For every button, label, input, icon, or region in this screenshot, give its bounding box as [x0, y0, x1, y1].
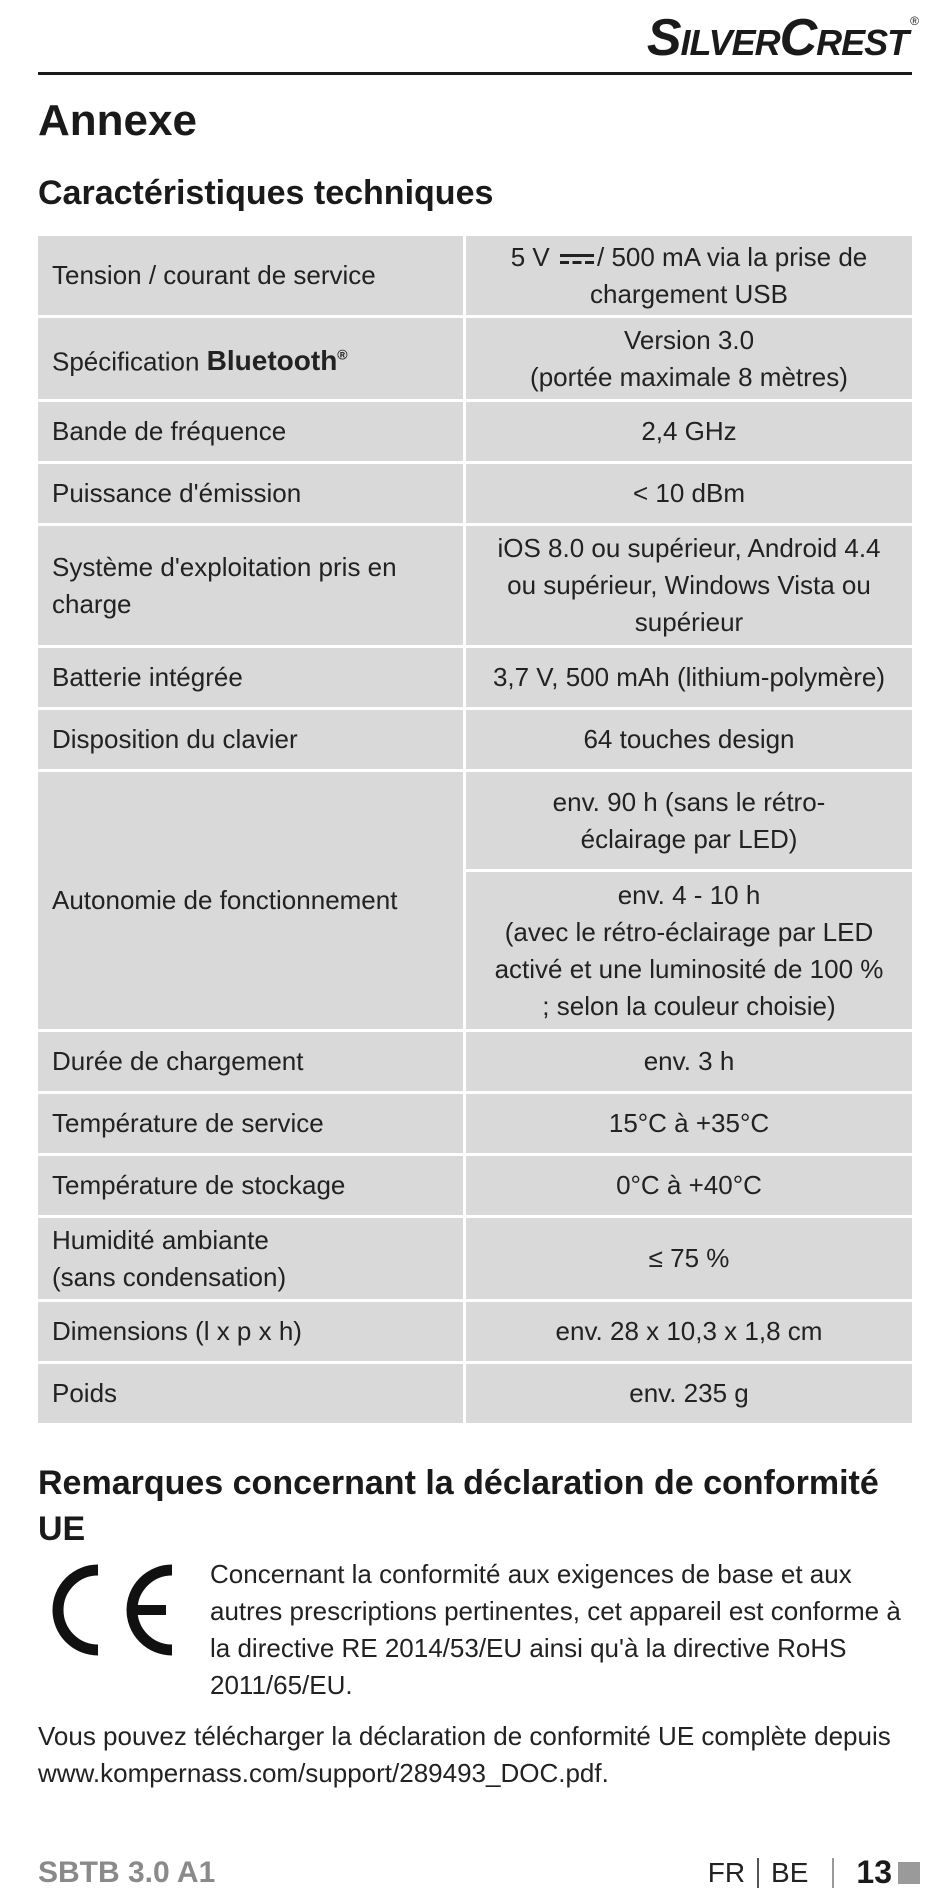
spec-value: 15°C à +35°C: [466, 1094, 912, 1156]
table-row: [38, 1094, 912, 1156]
spec-value: 64 touches design: [466, 710, 912, 772]
spec-label: Bande de fréquence: [38, 402, 466, 464]
download-note: Vous pouvez télécharger la déclaration de conformité UE complète depuis www.kompernass.com/support/289493_DOC.pdf.: [38, 1721, 891, 1788]
footer-separator: [832, 1858, 834, 1888]
table-row: [38, 1156, 912, 1218]
spec-label: Autonomie de fonctionnement: [38, 772, 466, 1032]
table-row: [38, 1032, 912, 1094]
spec-value: 5 V / 500 mA via la prise de chargement USB: [466, 236, 912, 318]
registered-mark: ®: [910, 14, 918, 28]
footer-page-info: [708, 1854, 920, 1891]
spec-label: Tension / courant de service: [38, 236, 466, 318]
spec-label: Disposition du clavier: [38, 710, 466, 772]
ce-mark-icon: [40, 1560, 180, 1660]
spec-value: ≤ 75 %: [466, 1218, 912, 1302]
dc-voltage-icon: [559, 250, 595, 268]
table-row: [38, 1302, 912, 1364]
table-row: [38, 710, 912, 772]
footer-separator: [757, 1858, 759, 1888]
page-number: 13: [856, 1854, 892, 1890]
spec-label: Batterie intégrée: [38, 648, 466, 710]
spec-value: 0°C à +40°C: [466, 1156, 912, 1218]
spec-value: < 10 dBm: [466, 464, 912, 526]
table-row: [38, 1364, 912, 1426]
table-row: [38, 1218, 912, 1302]
table-row: [38, 402, 912, 464]
footer-lang-fr: FR: [707, 1856, 746, 1888]
spec-label: Spécification Bluetooth®: [38, 318, 466, 402]
spec-value: iOS 8.0 ou supérieur, Android 4.4 ou supérieur, Windows Vista ou supérieur: [466, 526, 912, 648]
spec-value: env. 3 h: [466, 1032, 912, 1094]
spec-label: Dimensions (l x p x h): [38, 1302, 466, 1364]
spec-value: env. 90 h (sans le rétro-éclairage par LED): [466, 772, 912, 872]
table-row: [38, 772, 912, 872]
tech-specs-table: [38, 236, 912, 1426]
spec-label: Température de stockage: [38, 1156, 466, 1218]
page-marker-icon: [898, 1862, 920, 1884]
spec-label: Puissance d'émission: [38, 464, 466, 526]
spec-value: env. 28 x 10,3 x 1,8 cm: [466, 1302, 912, 1364]
spec-value: 3,7 V, 500 mAh (lithium-polymère): [466, 648, 912, 710]
bluetooth-wordmark: Bluetooth®: [206, 345, 348, 377]
spec-label: Température de service: [38, 1094, 466, 1156]
table-row: [38, 236, 912, 318]
brand-logo: SilverCrest ®: [646, 9, 918, 67]
spec-label: Durée de chargement: [38, 1032, 466, 1094]
header-divider: [38, 72, 912, 75]
conformity-heading: Remarques concernant la déclaration de conformité UE: [38, 1464, 879, 1548]
table-row: [38, 318, 912, 402]
table-row: [38, 526, 912, 648]
spec-label: Poids: [38, 1364, 466, 1426]
page-title: Annexe: [38, 96, 197, 145]
ce-conformity-text: Concernant la conformité aux exigences de base et aux autres prescriptions pertinentes, cet appareil est conforme à la directive RE 2014/53/EU ainsi qu'à la directive RoHS 2011/65/EU.: [210, 1559, 901, 1700]
spec-value: env. 4 - 10 h (avec le rétro-éclairage par LED activé et une luminosité de 100 % ; selon la couleur choisie): [466, 872, 912, 1032]
tech-specs-heading: Caractéristiques techniques: [38, 174, 494, 212]
spec-label: Système d'exploitation pris en charge: [38, 526, 466, 648]
spec-value: 2,4 GHz: [466, 402, 912, 464]
spec-value: Version 3.0 (portée maximale 8 mètres): [466, 318, 912, 402]
footer-model: SBTB 3.0 A1: [38, 1856, 216, 1889]
spec-label: Humidité ambiante (sans condensation): [38, 1218, 466, 1302]
table-row: [38, 648, 912, 710]
table-row: [38, 464, 912, 526]
spec-value: env. 235 g: [466, 1364, 912, 1426]
footer-lang-be: BE: [771, 1856, 809, 1888]
